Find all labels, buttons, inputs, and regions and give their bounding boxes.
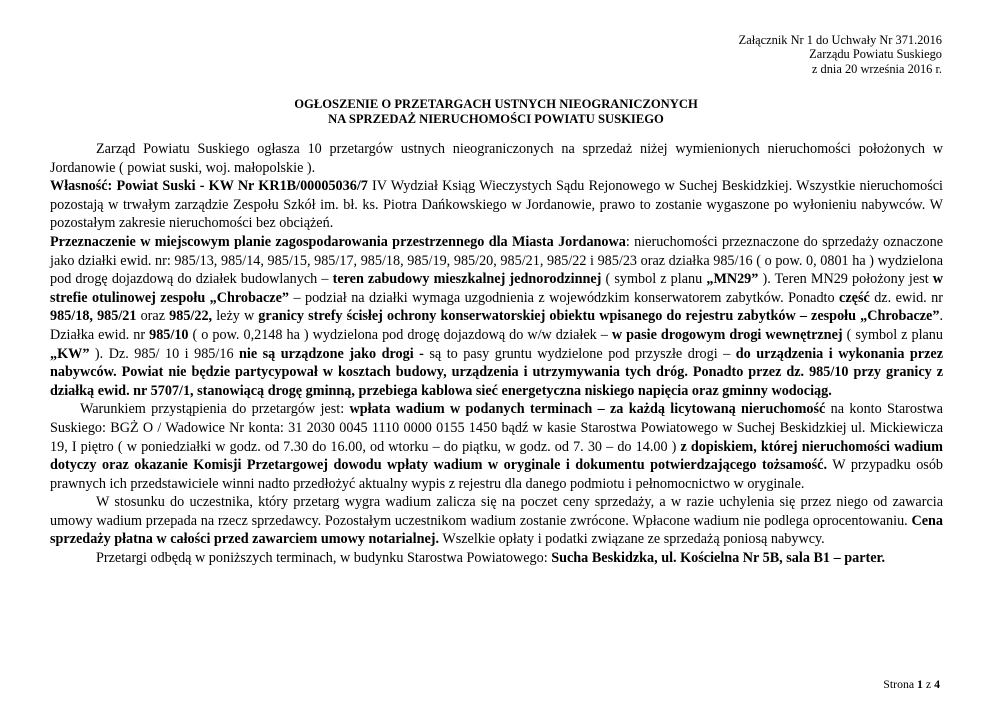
deposit-text: W stosunku do uczestnika, który przetarg wygra wadium zalicza się na poczet ceny sprzedaży, a w razie uchylenia się przez niego od zawarcia umowy wadium przepada na rzecz sprzedawcy. Pozostałym uczestnikom wadium zostanie zwrócone. Wpłacone wadium nie podlega oprocentowaniu. — [50, 494, 943, 529]
attachment-header — [739, 33, 942, 76]
zoning-text: ( symbol z planu — [842, 326, 943, 343]
zoning-bold: teren zabudowy mieszkalnej jednorodzinnej — [332, 271, 602, 288]
title-line-2: NA SPRZEDAŻ NIERUCHOMOŚCI POWIATU SUSKIEGO — [328, 112, 664, 126]
paragraph-zoning — [50, 233, 943, 400]
paragraph-deposit — [50, 493, 943, 549]
footer-prefix: Strona — [883, 677, 918, 691]
zoning-bold: nie są urządzone jako drogi - — [239, 345, 424, 362]
page-total: 4 — [934, 677, 940, 691]
zoning-text: . Działka ewid. nr — [50, 308, 943, 343]
zoning-text: ). Teren MN29 położony jest — [758, 271, 933, 288]
zoning-text: leży w — [212, 308, 259, 325]
zoning-text: dz. ewid. nr — [869, 289, 943, 306]
zoning-bold: 985/22, — [169, 308, 213, 325]
paragraph-location — [50, 549, 943, 568]
zoning-text: ( o pow. 0,2148 ha ) wydzielona pod drogę dojazdową do w/w działek – — [188, 326, 612, 343]
paragraph-ownership — [50, 177, 943, 233]
zoning-text: ( symbol z planu — [601, 271, 707, 288]
zoning-text: – podział na działki wymaga uzgodnienia z wojewódzkim konserwatorem zabytków. Ponadto — [289, 289, 840, 306]
page-number: 1 — [917, 677, 923, 691]
conditions-text: W przypadku osób prawnych ich przedstawiciele winni nadto przedłożyć aktualny wypis z rejestru dla danego podmiotu i pełnomocnictwo w oryginale. — [50, 457, 944, 492]
paragraph-conditions — [50, 400, 943, 493]
zoning-text: : nieruchomości przeznaczone do sprzedaży oznaczone jako działki ewid. nr: 985/13, 985/14, 985/15, 985/17, 985/18, 985/19, 985/20, 985/21, 985/22 i 985/23 oraz działka 985/16 ( o pow. 0, 0801 ha ) wydzielona pod drogę dojazdową do działek budowlanych – — [50, 233, 943, 288]
document-title — [0, 97, 992, 127]
paragraph-intro — [50, 140, 943, 177]
conditions-bold: z dopiskiem, której nieruchomości wadium dotyczy oraz okazanie Komisji Przetargowej dowodu wpłaty wadium w oryginale i dokumentu potwierdzającego tożsamość. — [50, 438, 943, 474]
footer-separator: z — [922, 677, 935, 691]
page-footer — [883, 677, 940, 692]
deposit-text: Wszelkie opłaty i podatki związane ze sprzedażą poniosą nabywcy. — [439, 531, 825, 548]
zoning-bold: część — [839, 289, 870, 306]
conditions-bold: wpłata wadium w podanych terminach – za każdą licytowaną nieruchomość — [349, 401, 826, 418]
header-line-3: z dnia 20 września 2016 r. — [811, 61, 942, 76]
deposit-bold: Cena sprzedaży płatna w całości przed zawarciem umowy notarialnej. — [50, 512, 943, 548]
location-text: Przetargi odbędą w poniższych terminach, w budynku Starostwa Powiatowego: — [96, 550, 552, 567]
zoning-bold: 985/18, 985/21 — [50, 308, 137, 325]
zoning-bold: do urządzenia i wykonania przez nabywców. Powiat nie będzie partycypował w kosztach budowy, urządzenia i utrzymywania tych dróg. Ponadto przez dz. 985/10 przy granicy z działką ewid. nr 5707/1, stanowiącą drogę gminną, przebiega kablowa sieć energetyczna niskiego napięcia oraz gminny wodociąg. — [50, 345, 943, 399]
zoning-bold: 985/10 — [149, 326, 189, 343]
zoning-text: oraz — [136, 308, 170, 325]
zoning-text: są to pasy gruntu wydzielone pod przyszłe drogi – — [423, 345, 736, 362]
ownership-label: Własność: Powiat Suski - KW Nr KR1B/00005036/7 — [50, 178, 368, 195]
header-line-1: Załącznik Nr 1 do Uchwały Nr 371.2016 — [738, 33, 942, 47]
conditions-text: na konto Starostwa Suskiego: BGŻ O / Wadowice Nr konta: 31 2030 0045 1110 0000 0155 1450 bądź w kasie Starostwa Powiatowego w Suchej Beskidzkiej ul. Mickiewicza 19, I piętro ( w poniedziałki w godz. od 7.30 do 16.00, od wtorku – do piątku, w godz. od 7. 30 – do 14.00 ) — [50, 401, 943, 455]
zoning-bold: „KW” — [50, 345, 90, 362]
ownership-text: IV Wydział Ksiąg Wieczystych Sądu Rejonowego w Suchej Beskidzkiej. Wszystkie nieruchomości pozostają w trwałym zarządzie Zespołu Szkół im. bł. ks. Piotra Dańkowskiego w Jordanowie, prawo to zostanie wygaszone po wyłonieniu nabywców. W pozostałym zakresie nieruchomości bez obciążeń. — [50, 178, 943, 232]
zoning-bold: w strefie otulinowej zespołu „Chrobacze” — [50, 271, 944, 306]
conditions-text: Warunkiem przystąpienia do przetargów jest: — [80, 401, 350, 418]
header-line-2: Zarządu Powiatu Suskiego — [809, 47, 942, 62]
title-line-1: OGŁOSZENIE O PRZETARGACH USTNYCH NIEOGRANICZONYCH — [294, 97, 698, 111]
zoning-label: Przeznaczenie w miejscowym planie zagospodarowania przestrzennego dla Miasta Jordanowa — [50, 233, 626, 250]
intro-text: Zarząd Powiatu Suskiego ogłasza 10 przetargów ustnych nieograniczonych na sprzedaż niżej wymienionych nieruchomości położonych w Jordanowie ( powiat suski, woj. małopolskie ). — [50, 141, 943, 176]
zoning-bold: „MN29” — [706, 271, 759, 288]
document-body — [50, 140, 943, 568]
zoning-bold: granicy strefy ścisłej ochrony konserwatorskiej obiektu wpisanego do rejestru zabytków – zespołu „Chrobacze” — [258, 308, 940, 325]
zoning-bold: w pasie drogowym drogi wewnętrznej — [611, 326, 843, 343]
location-bold: Sucha Beskidzka, ul. Kościelna Nr 5B, sala B1 – parter. — [551, 550, 886, 567]
zoning-text: ). Dz. 985/ 10 i 985/16 — [89, 345, 240, 362]
